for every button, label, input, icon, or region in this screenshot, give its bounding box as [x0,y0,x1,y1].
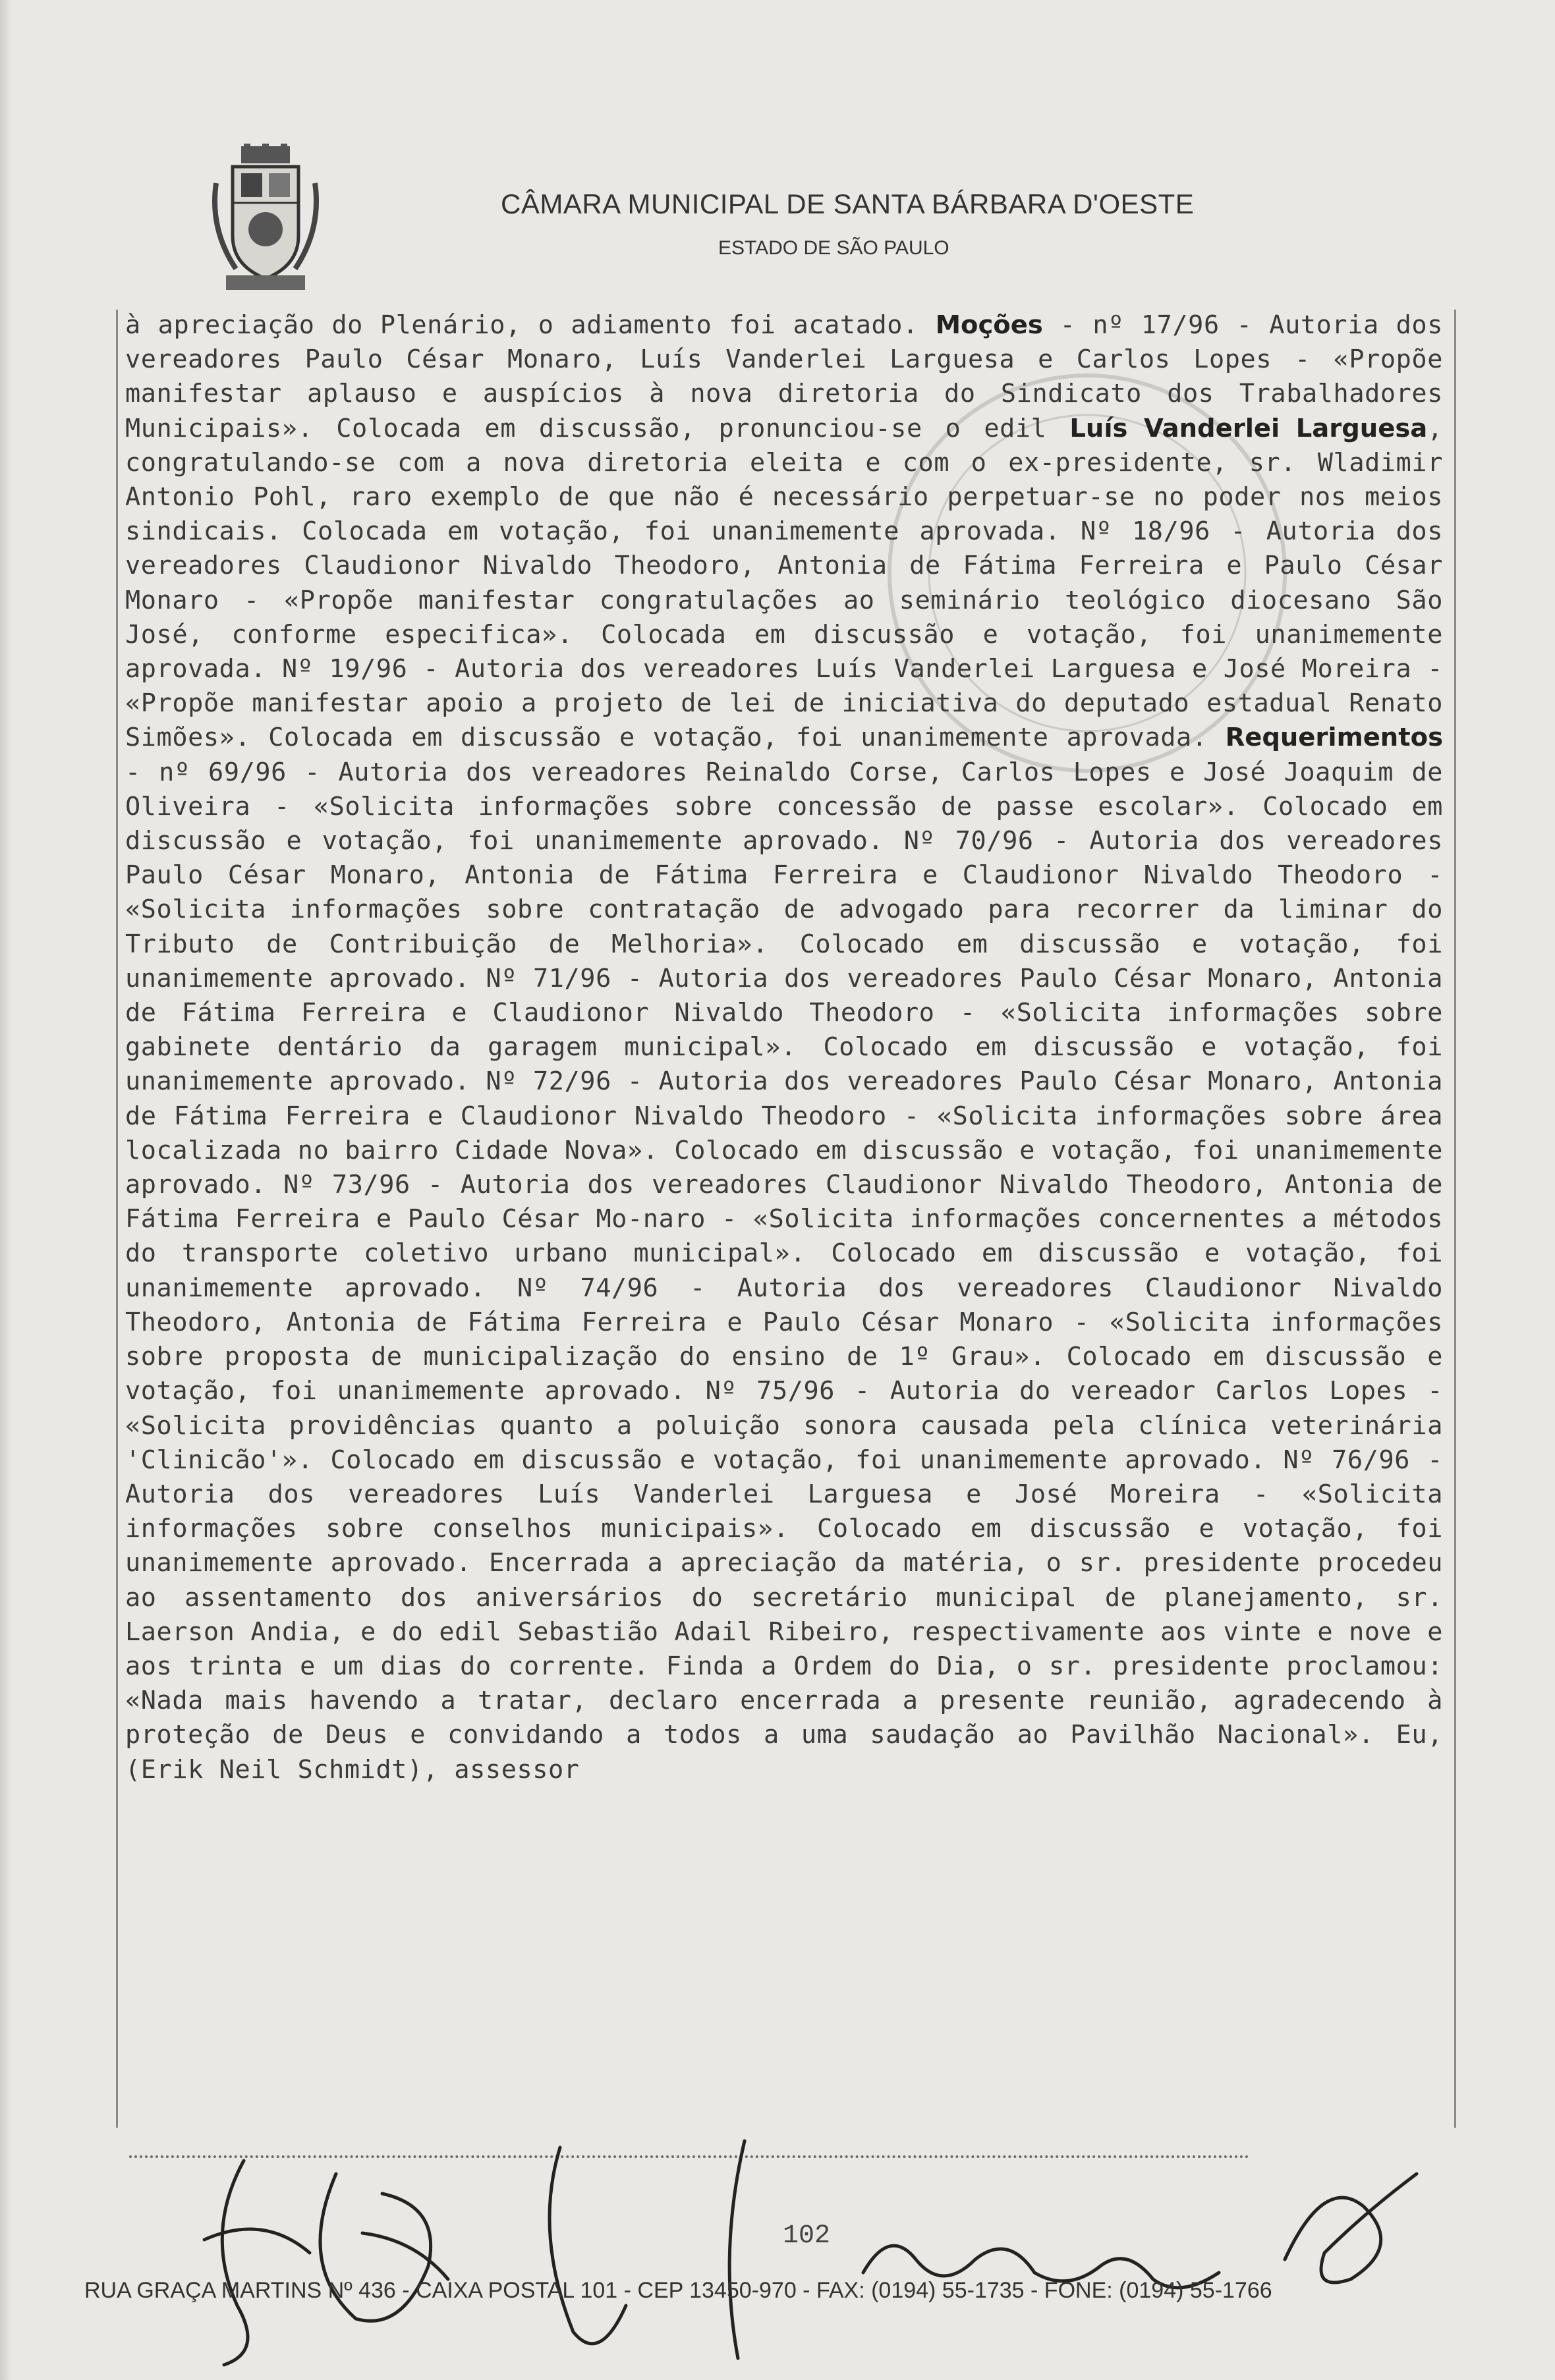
minutes-body [125,308,1459,1787]
body-part-3: , congratulando-se com a nova diretoria eleita e com o ex-presidente, sr. Wladimir Antonio Pohl, raro exemplo de que não é necessário perpetuar-se no poder nos meios sindicais. Colocada em votação, foi unanimemente aprovada. Nº 18/96 - Autoria dos vereadores Claudionor Nivaldo Theodoro, Antonia de Fátima Ferreira e Paulo César Monaro - «Propõe manifestar congratulações ao seminário teológico diocesano São José, conforme especifica». Colocada em discussão e votação, foi unanimemente aprovada. Nº 19/96 - Autoria dos vereadores Luís Vanderlei Larguesa e José Moreira - «Propõe manifestar apoio a projeto de lei de iniciativa do deputado estadual Renato Simões». Colocada em discussão e votação, foi unanimemente aprovada. [125,413,1459,753]
left-margin-rule [116,310,118,2128]
heading-mocoes: Moções [935,310,1043,340]
state-subtitle: ESTADO DE SÃO PAULO [718,237,949,259]
address-footer: RUA GRAÇA MARTINS Nº 436 - CAIXA POSTAL 101 - CEP 13450-970 - FAX: (0194) 55-1735 - FONE: (0194) 55-1766 [84,2278,1272,2303]
chamber-title: CÂMARA MUNICIPAL DE SANTA BÁRBARA D'OESTE [501,188,1195,219]
heading-requerimentos: Requerimentos [1225,723,1443,753]
handwritten-signatures [165,2134,1483,2371]
body-part-1: à apreciação do Plenário, o adiamento foi acatado. [125,310,936,340]
page-edge-shadow [0,0,12,2380]
municipal-crest-icon [210,144,322,295]
body-part-2: - nº 17/96 - Autoria dos vereadores Paulo César Monaro, Luís Vanderlei Larguesa e Carlos Lopes - «Propõe manifestar aplauso e auspícios à nova diretoria do Sindicato dos Trabalhadores Municipais». Colocada em discussão, pronunciou-se o edil [125,310,1459,443]
body-part-4: - nº 69/96 - Autoria dos vereadores Reinaldo Corse, Carlos Lopes e José Joaquim de Oliveira - «Solicita informações sobre concessão de passe escolar». Colocado em discussão e votação, foi unanimemente aprovado. Nº 70/96 - Autoria dos vereadores Paulo César Monaro, Antonia de Fátima Ferreira e Claudionor Nivaldo Theodoro - «Solicita informações sobre contratação de advogado para recorrer da liminar do Tributo de Contribuição de Melhoria». Colocado em discussão e votação, foi unanimemente aprovado. Nº 71/96 - Autoria dos vereadores Paulo César Monaro, Antonia de Fátima Ferreira e Claudionor Nivaldo Theodoro - «Solicita informações sobre gabinete dentário da garagem municipal». Colocado em discussão e votação, foi unanimemente aprovado. Nº 72/96 - Autoria dos vereadores Paulo César Monaro, Antonia de Fátima Ferreira e Claudionor Nivaldo Theodoro - «Solicita informações sobre área localizada no bairro Cidade Nova». Colocado em discussão e votação, foi unanimemente aprovado. Nº 73/96 - Autoria dos vereadores Claudionor Nivaldo Theodoro, Antonia de Fátima Ferreira e Paulo César Mo-naro - «Solicita informações concernentes a métodos do transporte coletivo urbano municipal». Colocado em discussão e votação, foi unanimemente aprovado. Nº 74/96 - Autoria dos vereadores Claudionor Nivaldo Theodoro, Antonia de Fátima Ferreira e Paulo César Monaro - «Solicita informações sobre proposta de municipalização do ensino de 1º Grau». Colocado em discussão e votação, foi unanimemente aprovado. Nº 75/96 - Autoria do vereador Carlos Lopes - «Solicita providências quanto a poluição sonora causada pela clínica veterinária 'Clinicão'». Colocado em discussão e votação, foi unanimemente aprovado. Nº 76/96 - Autoria dos vereadores Luís Vanderlei Larguesa e José Moreira - «Solicita informações sobre conselhos municipais». Colocado em discussão e votação, foi unanimemente aprovado. Encerrada a apreciação da matéria, o sr. presidente procedeu ao assentamento dos aniversários do secretário municipal de planejamento, sr. Laerson Andia, e do edil Sebastião Adail Ribeiro, respectivamente aos vinte e nove e aos trinta e um dias do corrente. Finda a Ordem do Dia, o sr. presidente proclamou: «Nada mais havendo a tratar, declaro encerrada a presente reunião, agradecendo à proteção de Deus e convidando a todos a uma saudação ao Pavilhão Nacional». Eu, (Erik Neil Schmidt), assessor [125,723,1459,1785]
page-number: 102 [783,2221,831,2251]
councillor-name: Luís Vanderlei Larguesa [1069,413,1428,443]
